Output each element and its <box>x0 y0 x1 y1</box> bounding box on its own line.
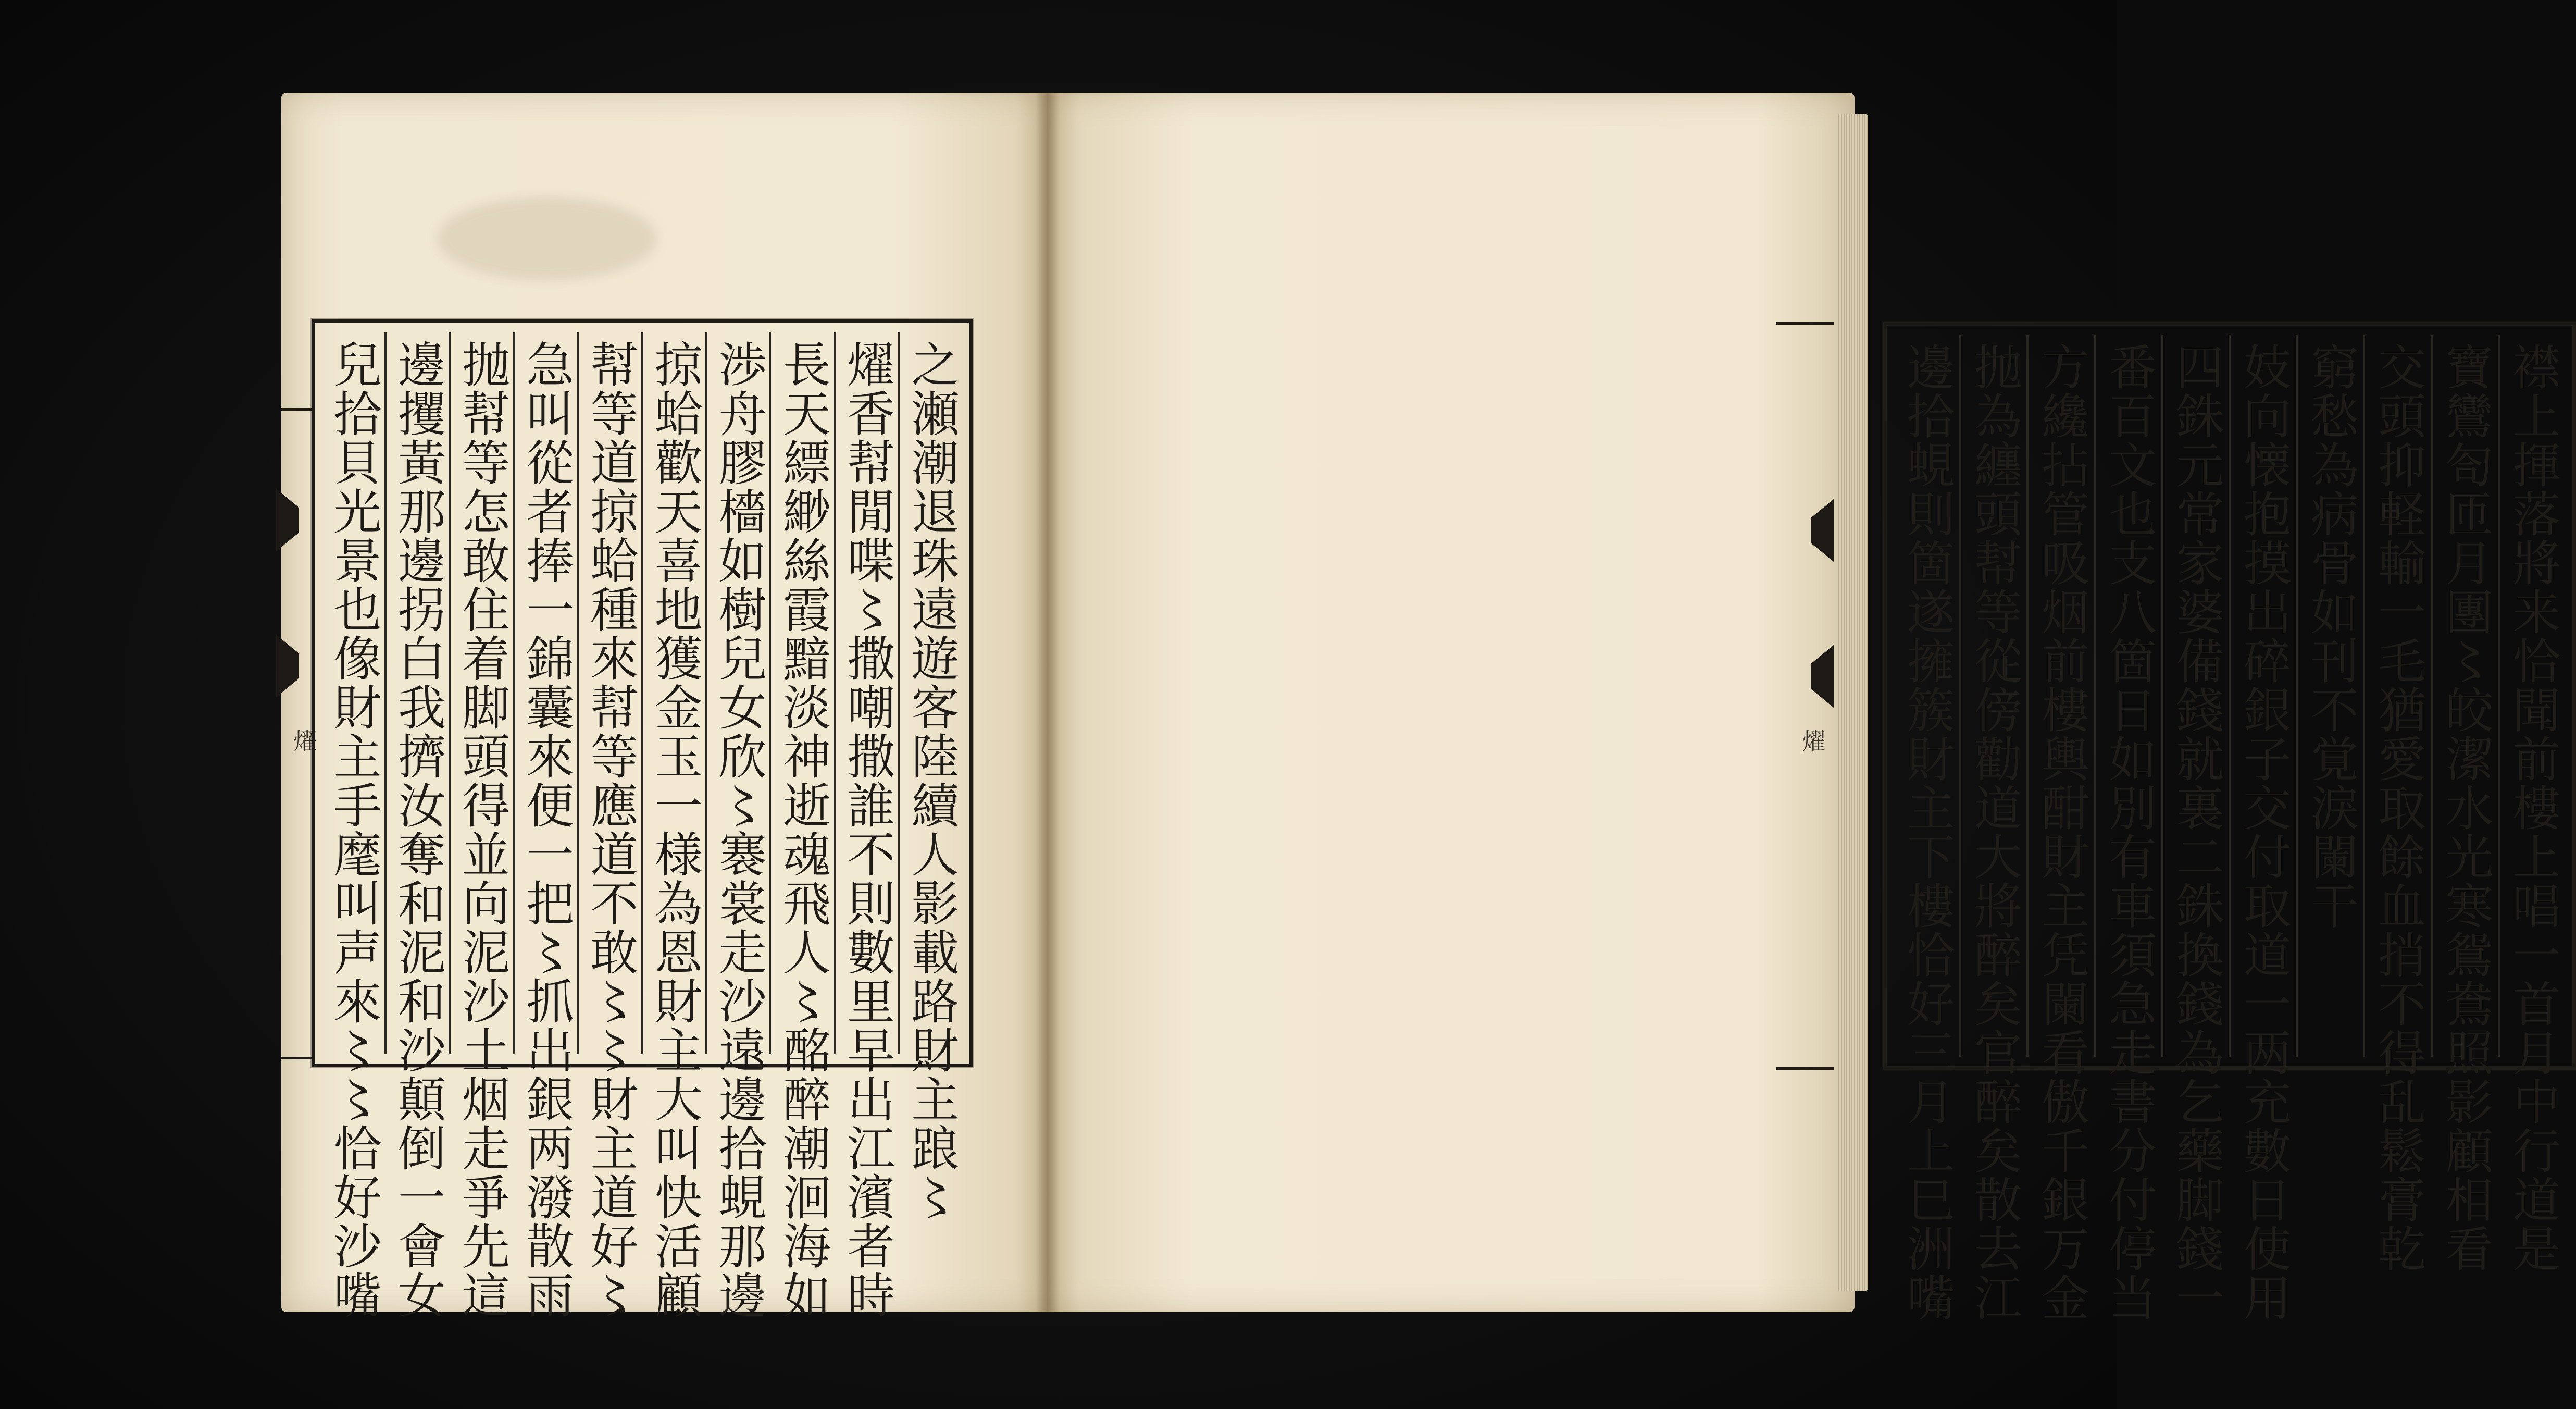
edge-rule-top <box>1776 322 1834 325</box>
text-frame-right <box>1883 322 2576 1322</box>
edge-rule-bottom <box>1776 1067 1834 1070</box>
column-text: 番百文也支八箇日如別有車須急走書分付停当 <box>2101 342 2157 1322</box>
text-column <box>834 332 898 1319</box>
text-column <box>2296 335 2363 1057</box>
fold-mark-lower <box>1811 645 1834 708</box>
paper-stain <box>438 197 656 280</box>
column-text: 抛為纏頭幇等從傍勸道大將醉矣官醉矣散去江 <box>1966 342 2022 1322</box>
text-frame-left <box>312 319 973 1319</box>
edge-rule-top <box>281 408 313 411</box>
column-text: 掠蛤歡天喜地獲金玉一様為恩財主大叫快活顧 <box>646 340 703 1319</box>
column-text: 之瀬潮退珠遠遊客陸續人影載路財主踉〻 <box>903 340 960 1221</box>
text-column <box>513 332 577 1319</box>
text-column <box>1894 335 1959 1322</box>
text-column <box>322 332 384 1319</box>
column-text: 襟上揮落將来恰聞前樓上唱一首月中行道是 <box>2505 342 2561 1273</box>
column-grid-left <box>322 332 962 1319</box>
text-column <box>2431 335 2498 1273</box>
column-text: 抛幇等怎敢住着脚頭得並向泥沙土烟走爭先這 <box>454 340 510 1319</box>
page-edges <box>1837 114 1868 1291</box>
right-page <box>1047 93 2561 1322</box>
column-text: 幇等道掠蛤種來幇等應道不敢〻〻財主道好〻 <box>582 340 639 1319</box>
column-text: 燿香幇閒喋〻撒嘲撒誰不則數里早出江濱者時 <box>839 340 895 1319</box>
column-text: 寶鸞匌匝月團〻皎潔水光寒鴛鴦照影顧相看 <box>2437 342 2494 1273</box>
text-column <box>2026 335 2094 1322</box>
text-column <box>577 332 641 1319</box>
fold-mark-lower <box>276 635 299 697</box>
column-text: 妓向懐抱摸出碎銀子交付取道一两充數日使用 <box>2235 342 2292 1322</box>
text-column <box>641 332 705 1319</box>
text-column <box>1959 335 2026 1322</box>
open-book <box>281 93 2561 1322</box>
text-column <box>2229 335 2296 1322</box>
edge-rule-bottom <box>281 1057 313 1059</box>
text-column <box>2363 335 2430 1273</box>
book-gutter <box>1036 93 1060 1312</box>
column-text: 邊攫黃那邊拐白我擠汝奪和泥和沙顛倒一會女 <box>390 340 446 1319</box>
column-text: 交頭抑軽輸一毛猶愛取餘血捎不得乱鬆膏乾 <box>2370 342 2426 1273</box>
text-column <box>2498 335 2565 1273</box>
text-column <box>898 332 962 1221</box>
column-text: 兒拾貝光景也像財主手麾叫声來〻〻恰好沙嘴 <box>326 340 382 1319</box>
column-text: 四銖元常家婆備錢就裏二銖換錢為乞藥脚錢一 <box>2168 342 2224 1322</box>
column-text: 窮愁為病骨如刊不覚淚闌干 <box>2303 342 2359 930</box>
text-column <box>2161 335 2229 1322</box>
fold-mark-upper <box>1811 499 1834 562</box>
column-text: 渉舟膠檣如樹兒女欣〻褰裳走沙遠邊拾蜆那邊 <box>711 340 767 1319</box>
text-column <box>769 332 833 1319</box>
column-text: 邊拾蜆則箇遂擁簇財主下樓恰好三月上巳洲嘴 <box>1899 342 1955 1322</box>
fold-margin-label: 燿 <box>290 728 318 752</box>
text-column <box>449 332 513 1319</box>
fold-margin-label: 燿 <box>1798 728 1826 752</box>
column-text: 方纔拈管吸烟前樓輿酣財主凭闌看傲千銀万金 <box>2033 342 2089 1322</box>
column-grid-right <box>1894 335 2565 1322</box>
left-page <box>281 93 1047 1319</box>
text-column <box>384 332 449 1319</box>
column-text: 長天縹緲絲霞黯淡神逝魂飛人〻酩醉潮洄海如 <box>775 340 831 1319</box>
column-text: 急叫從者捧一錦囊來便一把〻抓出銀两潑散雨 <box>518 340 575 1319</box>
fold-mark-upper <box>276 489 299 551</box>
text-column <box>2094 335 2161 1322</box>
text-column <box>705 332 769 1319</box>
